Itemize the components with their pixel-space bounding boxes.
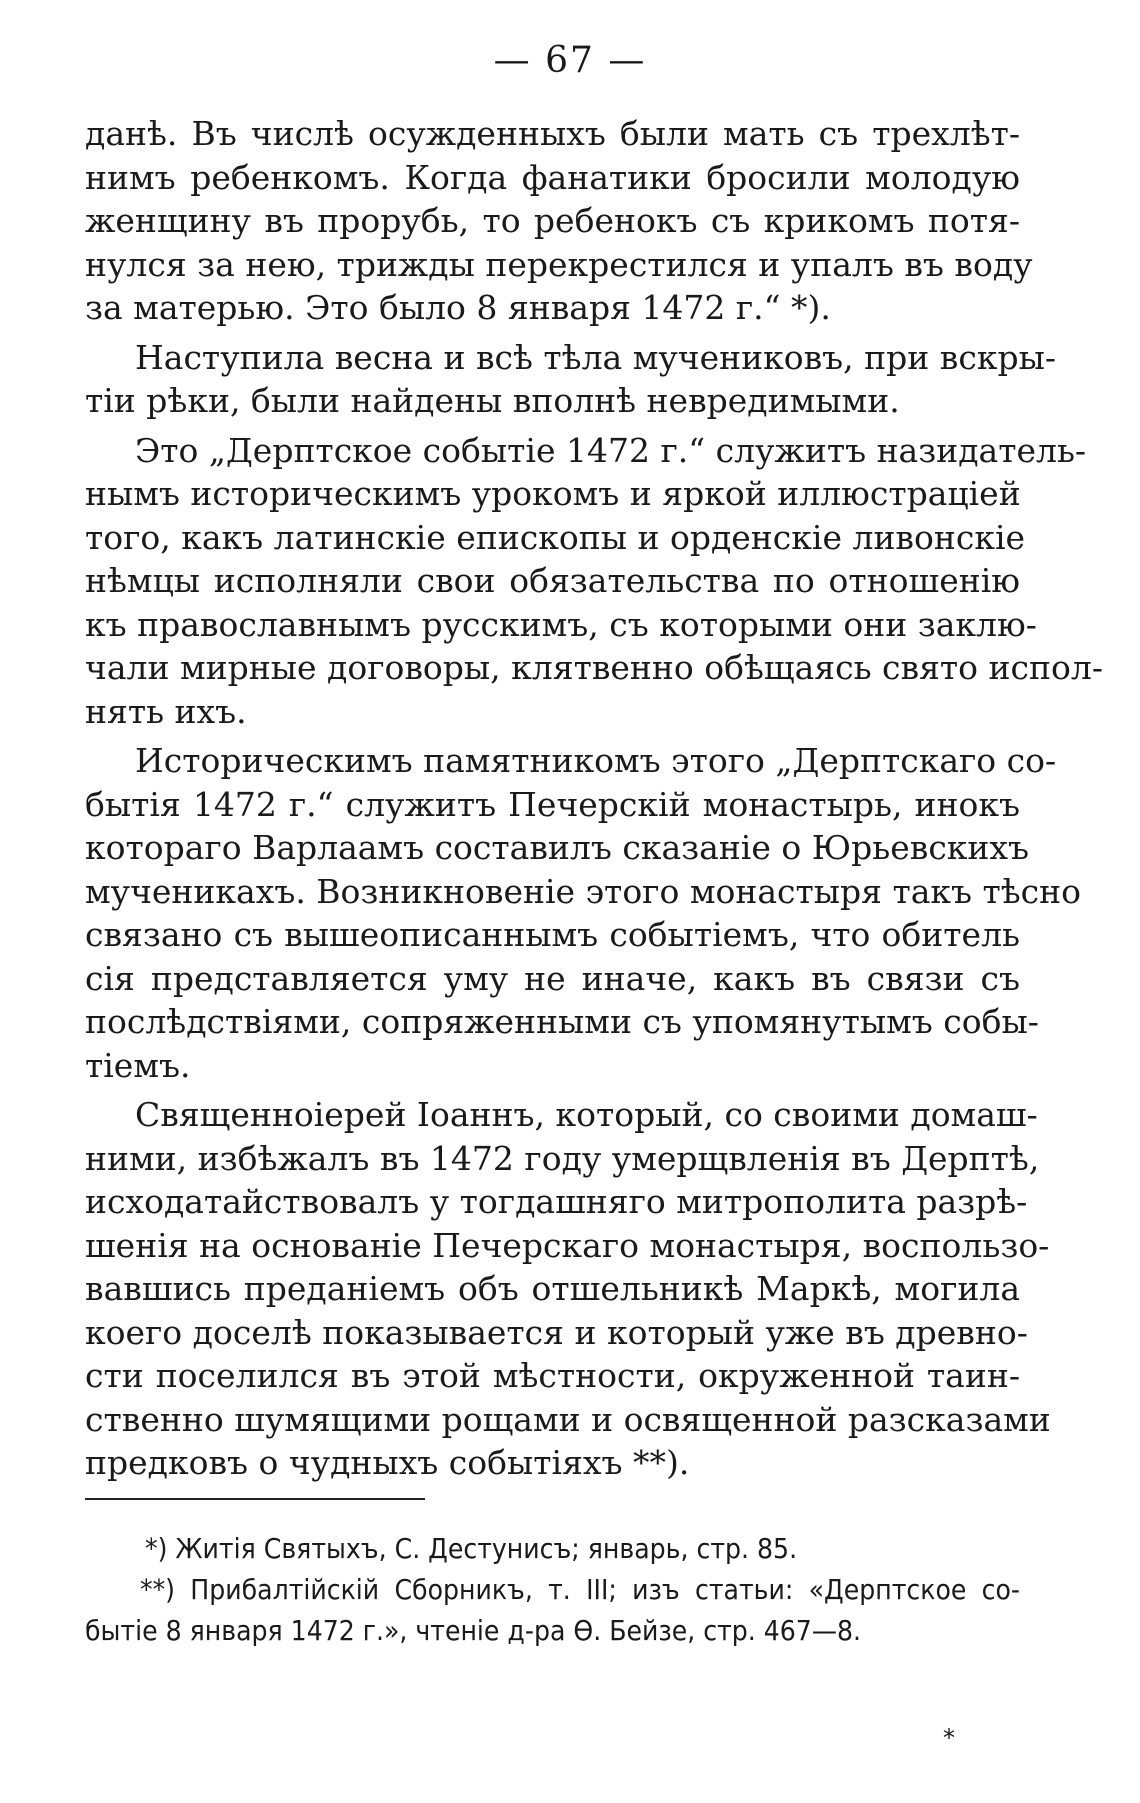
text-line: того, какъ латинскіе епископы и орденскіе ливонскіе (85, 517, 1026, 557)
paragraph-5 (85, 1093, 1051, 1485)
text-line: коего доселѣ показывается и который уже въ древно- (85, 1312, 1028, 1352)
text-line: шенія на основаніе Печерскаго монастыря, воспользо- (85, 1225, 1050, 1265)
text-line: тіемъ. (85, 1045, 191, 1085)
text-line: нѣмцы исполняли свои обязательства по отношенію (85, 561, 1020, 600)
text-line: мученикахъ. Возникновеніе этого монастыря такъ тѣсно (85, 871, 1082, 911)
text-line: Историческимъ памятникомъ этого „Дерптскаго со- (135, 741, 1057, 780)
text-line: за матерью. Это было 8 января 1472 г.“ *). (85, 288, 831, 327)
text-line: Наступила весна и всѣ тѣла мучениковъ, при вскры- (135, 337, 1056, 377)
text-line: къ православнымъ русскимъ, съ которыми они заклю- (85, 604, 1037, 644)
text-line: связано съ вышеописаннымъ событіемъ, что обитель (85, 915, 1020, 954)
footnote-2-line-1: **) Прибалтійскій Сборникъ, т. III; изъ статьи: «Дерптское со- (140, 1573, 1020, 1606)
footnote-divider (85, 1498, 425, 1500)
text-line: ственно шумящими рощами и освященной разсказами (85, 1399, 1051, 1439)
text-line: Священноіерей Іоаннъ, который, со своими домаш- (135, 1095, 1038, 1134)
text-line: чали мирные договоры, клятвенно обѣщаясь свято испол- (85, 648, 1103, 687)
paragraph-2 (85, 336, 1056, 423)
text-line: бытія 1472 г.“ служитъ Печерскій монастырь, инокъ (85, 784, 1020, 824)
paragraph-3 (85, 429, 1103, 734)
text-line: Это „Дерптское событіе 1472 г.“ служитъ назидатель- (135, 430, 1087, 470)
body-text (85, 112, 1103, 1485)
text-line: данѣ. Въ числѣ осужденныхъ были мать съ трехлѣт- (85, 114, 1020, 153)
text-line: нять ихъ. (85, 691, 247, 731)
footnotes (85, 1528, 1020, 1651)
text-line: нулся за нею, трижды перекрестился и упалъ въ воду (85, 244, 1033, 284)
text-line: женщину въ прорубь, то ребенокъ съ крикомъ потя- (85, 201, 1020, 240)
footnote-1: *) Житія Святыхъ, С. Дестунисъ; январь, стр. 85. (145, 1532, 798, 1565)
text-line: послѣдствіями, сопряженными съ упомянутымъ собы- (85, 1002, 1039, 1041)
text-line: ними, избѣжалъ въ 1472 году умерщвленія въ Дерптѣ, (85, 1138, 1040, 1178)
text-line: тіи рѣки, были найдены вполнѣ невредимыми. (85, 381, 900, 420)
paragraph-1 (85, 112, 1033, 330)
text-line: сти поселился въ этой мѣстности, окруженной таин- (85, 1356, 1020, 1395)
text-line: сія представляется уму не иначе, какъ въ связи съ (85, 958, 1020, 998)
text-line: котораго Варлаамъ составилъ сказаніе о Юрьевскихъ (85, 828, 1030, 867)
signature-mark: * (943, 1724, 955, 1752)
text-line: исходатайствовалъ у тогдашняго митрополита разрѣ- (85, 1182, 1028, 1221)
text-line: предковъ о чудныхъ событіяхъ **). (85, 1443, 690, 1482)
paragraph-4 (85, 739, 1082, 1087)
text-line: нимъ ребенкомъ. Когда фанатики бросили молодую (85, 157, 1020, 197)
text-line: нымъ историческимъ урокомъ и яркой иллюстраціей (85, 474, 1021, 513)
page-number: — 67 — (493, 40, 647, 81)
text-line: вавшись преданіемъ объ отшельникѣ Маркѣ, могила (85, 1269, 1020, 1308)
footnote-2-line-2: бытіе 8 января 1472 г.», чтеніе д-ра Ѳ. Бейзе, стр. 467—8. (85, 1614, 862, 1647)
